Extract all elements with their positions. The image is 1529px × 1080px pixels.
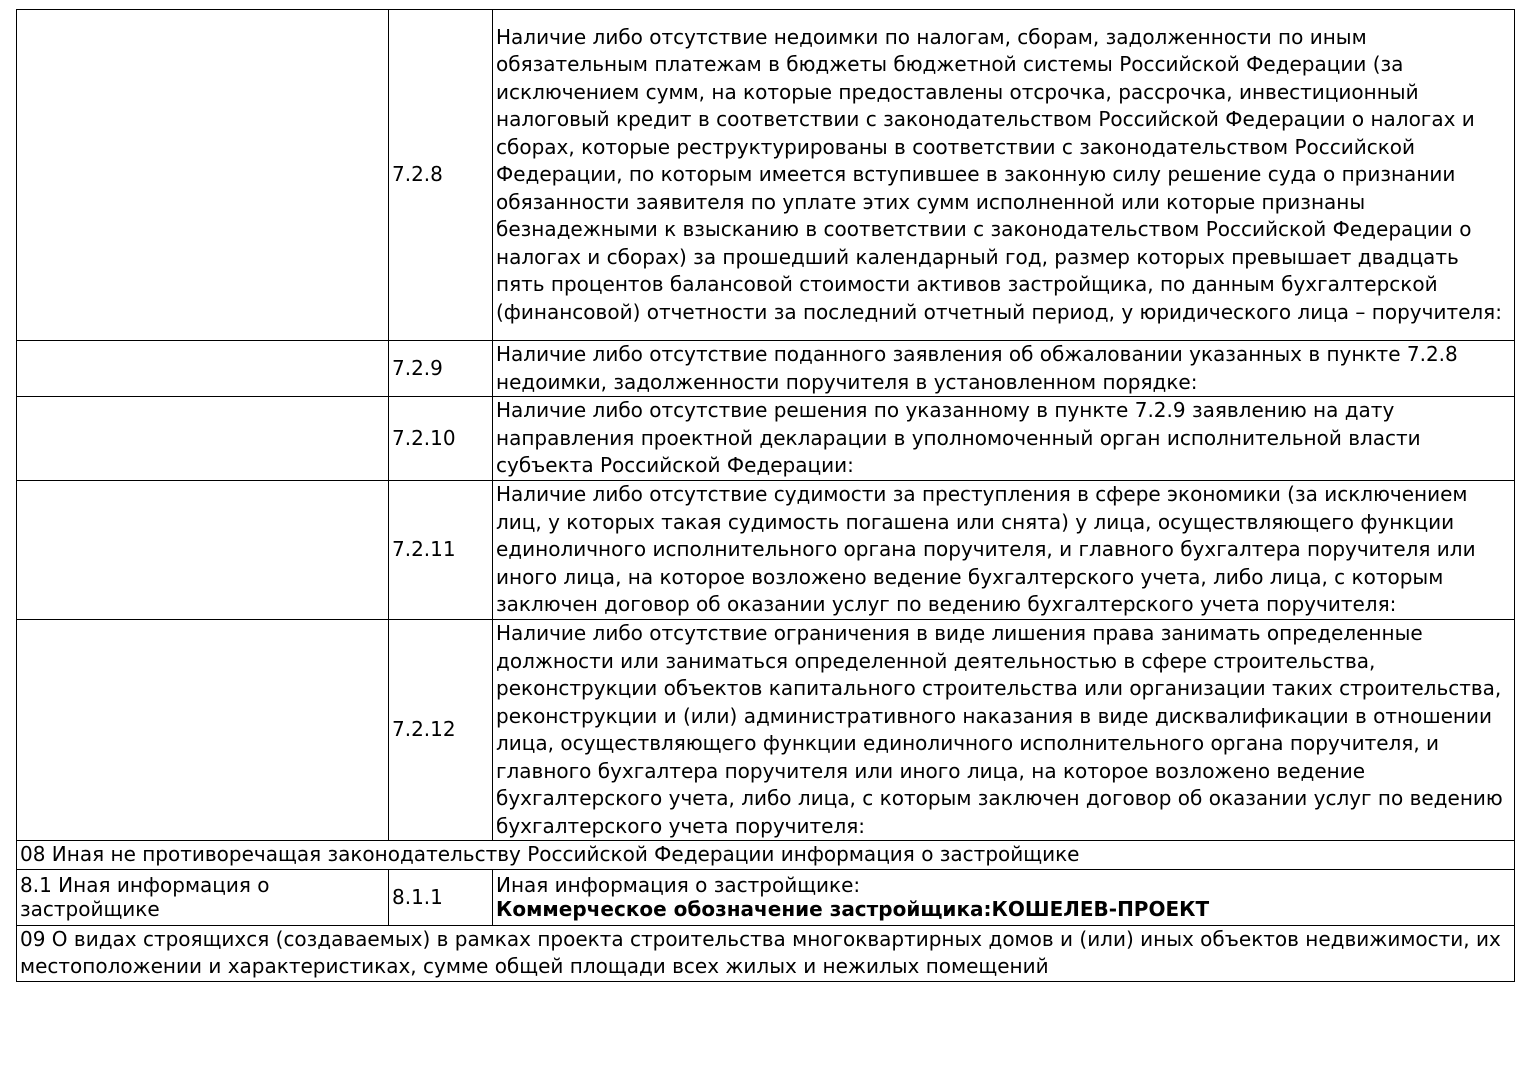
table-row	[17, 620, 1515, 841]
item-text: Наличие либо отсутствие судимости за преступления в сфере экономики (за исключением лиц, у которых такая судимость погашена или снята) у лица, осуществляющего функции единоличного исполнительного органа поручителя, и главного бухгалтера поручителя или иного лица, на которое возложено ведение бухгалтерского учета, либо лица, с которым заключен договор об оказании услуг по ведению бухгалтерского учета поручителя:	[493, 481, 1515, 620]
empty-cell	[17, 10, 389, 341]
table-row	[17, 869, 1515, 925]
table-row	[17, 481, 1515, 620]
item-text: Наличие либо отсутствие недоимки по налогам, сборам, задолженности по иным обязательным платежам в бюджеты бюджетной системы Российской Федерации (за исключением сумм, на которые предоставлены отсрочка, рассрочка, инвестиционный налоговый кредит в соответствии с законодательством Российской Федерации о налогах и сборах, которые реструктурированы в соответствии с законодательством Российской Федерации, по которым имеется вступившее в законную силу решение суда о признании обязанности заявителя по уплате этих сумм исполненной или которые признаны безнадежными к взысканию в соответствии с законодательством Российской Федерации о налогах и сборах) за прошедший календарный год, размер которых превышает двадцать пять процентов балансовой стоимости активов застройщика, по данным бухгалтерской (финансовой) отчетности за последний отчетный период, у юридического лица – поручителя:	[493, 10, 1515, 341]
item-number: 7.2.10	[389, 397, 493, 481]
item-number: 7.2.12	[389, 620, 493, 841]
table-row	[17, 10, 1515, 341]
other-info-label: Иная информация о застройщике:	[496, 873, 861, 897]
section-header-row	[17, 841, 1515, 870]
item-number: 8.1.1	[389, 869, 493, 925]
empty-cell	[17, 397, 389, 481]
table-row	[17, 397, 1515, 481]
item-number: 7.2.8	[389, 10, 493, 341]
commercial-name-label: Коммерческое обозначение застройщика:	[496, 897, 992, 921]
commercial-name-line	[496, 897, 1511, 921]
empty-cell	[17, 341, 389, 397]
item-text: Наличие либо отсутствие ограничения в виде лишения права занимать определенные должности или заниматься определенной деятельностью в сфере строительства, реконструкции объектов капитального строительства или организации таких строительства, реконструкции и (или) административного наказания в виде дисквалификации в отношении лица, осуществляющего функции единоличного исполнительного органа поручителя, и главного бухгалтера поручителя или иного лица, на которое возложено ведение бухгалтерского учета, либо лица, с которым заключен договор об оказании услуг по ведению бухгалтерского учета поручителя:	[493, 620, 1515, 841]
section-08-title: 08 Иная не противоречащая законодательству Российской Федерации информация о застройщике	[17, 841, 1515, 870]
section-header-row	[17, 925, 1515, 981]
empty-cell	[17, 620, 389, 841]
item-text	[493, 869, 1515, 925]
item-text: Наличие либо отсутствие решения по указанному в пункте 7.2.9 заявлению на дату направления проектной декларации в уполномоченный орган исполнительной власти субъекта Российской Федерации:	[493, 397, 1515, 481]
table-row	[17, 341, 1515, 397]
section-09-title: 09 О видах строящихся (создаваемых) в рамках проекта строительства многоквартирных домов и (или) иных объектов недвижимости, их местоположении и характеристиках, сумме общей площади всех жилых и нежилых помещений	[17, 925, 1515, 981]
commercial-name-value: КОШЕЛЕВ-ПРОЕКТ	[991, 897, 1210, 921]
item-number: 7.2.11	[389, 481, 493, 620]
subsection-label: 8.1 Иная информация о застройщике	[17, 869, 389, 925]
empty-cell	[17, 481, 389, 620]
item-number: 7.2.9	[389, 341, 493, 397]
declaration-table	[16, 9, 1515, 982]
item-text: Наличие либо отсутствие поданного заявления об обжаловании указанных в пункте 7.2.8 недоимки, задолженности поручителя в установленном порядке:	[493, 341, 1515, 397]
